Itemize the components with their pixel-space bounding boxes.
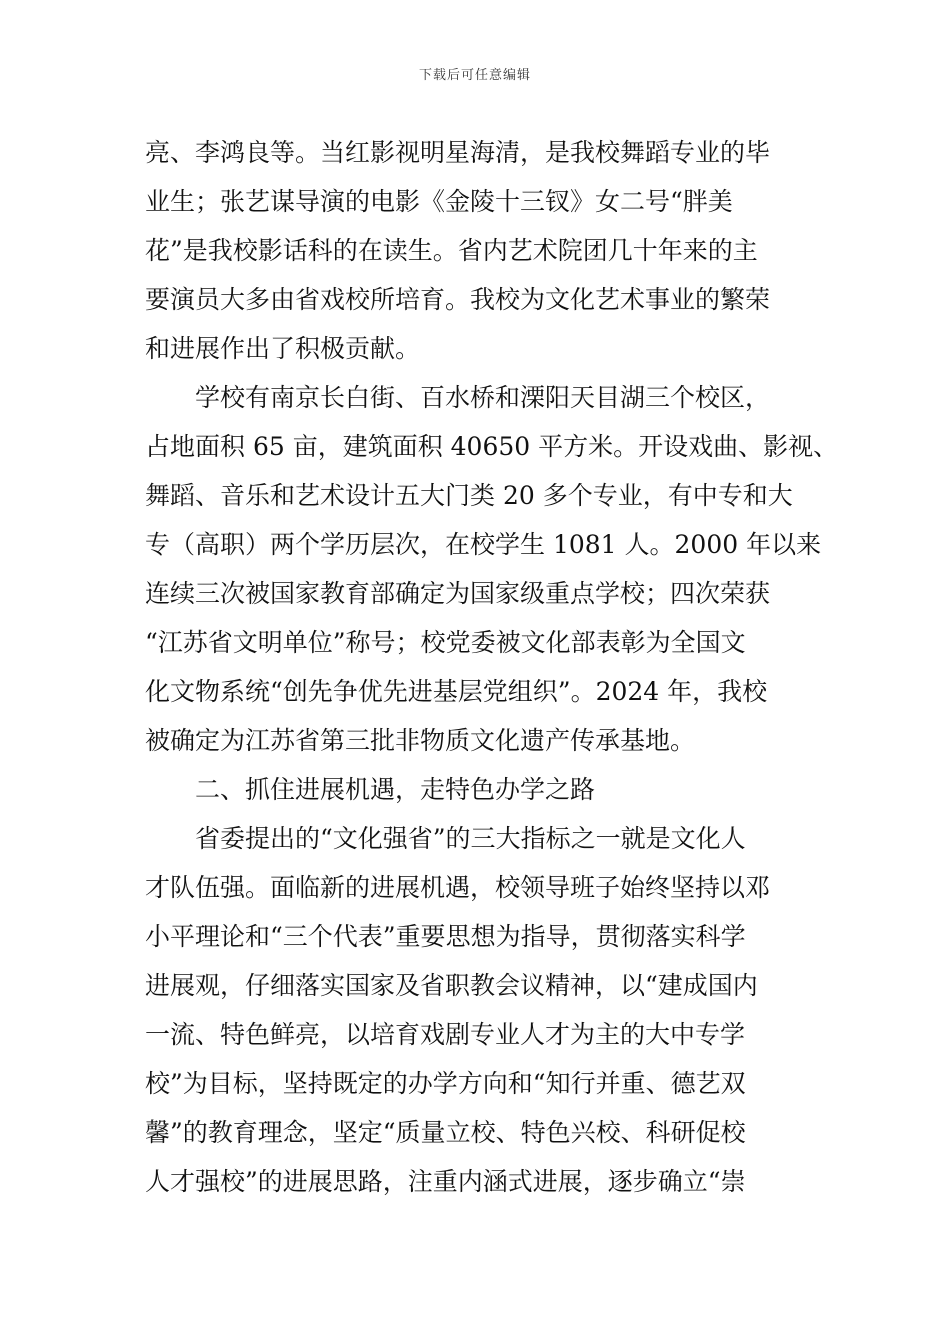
text-line: 亮、李鸿良等。当红影视明星海清，是我校舞蹈专业的毕: [145, 138, 771, 167]
text-line: “江苏省文明单位”称号；校党委被文化部表彰为全国文: [145, 628, 746, 657]
text-line: 占地面积 65 亩，建筑面积 40650 平方米。开设戏曲、影视、: [145, 432, 839, 461]
text-line: 专（高职）两个学历层次，在校学生 1081 人。2000 年以来: [145, 530, 822, 559]
text-line: 和进展作出了积极贡献。: [145, 334, 421, 363]
text-line: 校”为目标，坚持既定的办学方向和“知行并重、德艺双: [145, 1069, 746, 1098]
text-line: 要演员大多由省戏校所培育。我校为文化艺术事业的繁荣: [145, 285, 771, 314]
text-line: 业生；张艺谋导演的电影《金陵十三钗》女二号“胖美: [145, 187, 733, 216]
text-line: 馨”的教育理念，坚定“质量立校、特色兴校、科研促校: [145, 1118, 746, 1147]
text-line: 化文物系统“创先争优先进基层党组织”。2024 年，我校: [145, 677, 768, 706]
page-header-note: 下载后可任意编辑: [418, 68, 531, 83]
text-line: 一流、特色鲜亮，以培育戏剧专业人才为主的大中专学: [145, 1020, 746, 1049]
text-line: 进展观，仔细落实国家及省职教会议精神，以“建成国内: [145, 971, 758, 1000]
text-line: 人才强校”的进展思路，注重内涵式进展，逐步确立“崇: [145, 1167, 746, 1196]
text-line: 舞蹈、音乐和艺术设计五大门类 20 多个专业，有中专和大: [145, 481, 793, 510]
text-line: 花”是我校影话科的在读生。省内艺术院团几十年来的主: [145, 236, 758, 265]
section-heading: 二、抓住进展机遇，走特色办学之路: [195, 775, 596, 804]
text-line: 连续三次被国家教育部确定为国家级重点学校；四次荣获: [145, 579, 771, 608]
document-body: [145, 128, 839, 1206]
text-line: 省委提出的“文化强省”的三大指标之一就是文化人: [195, 824, 746, 853]
text-line: 被确定为江苏省第三批非物质文化遗产传承基地。: [145, 726, 696, 755]
text-line: 小平理论和“三个代表”重要思想为指导，贯彻落实科学: [145, 922, 746, 951]
text-line: 才队伍强。面临新的进展机遇，校领导班子始终坚持以邓: [145, 873, 771, 902]
text-line: 学校有南京长白街、百水桥和溧阳天目湖三个校区，: [195, 383, 771, 412]
